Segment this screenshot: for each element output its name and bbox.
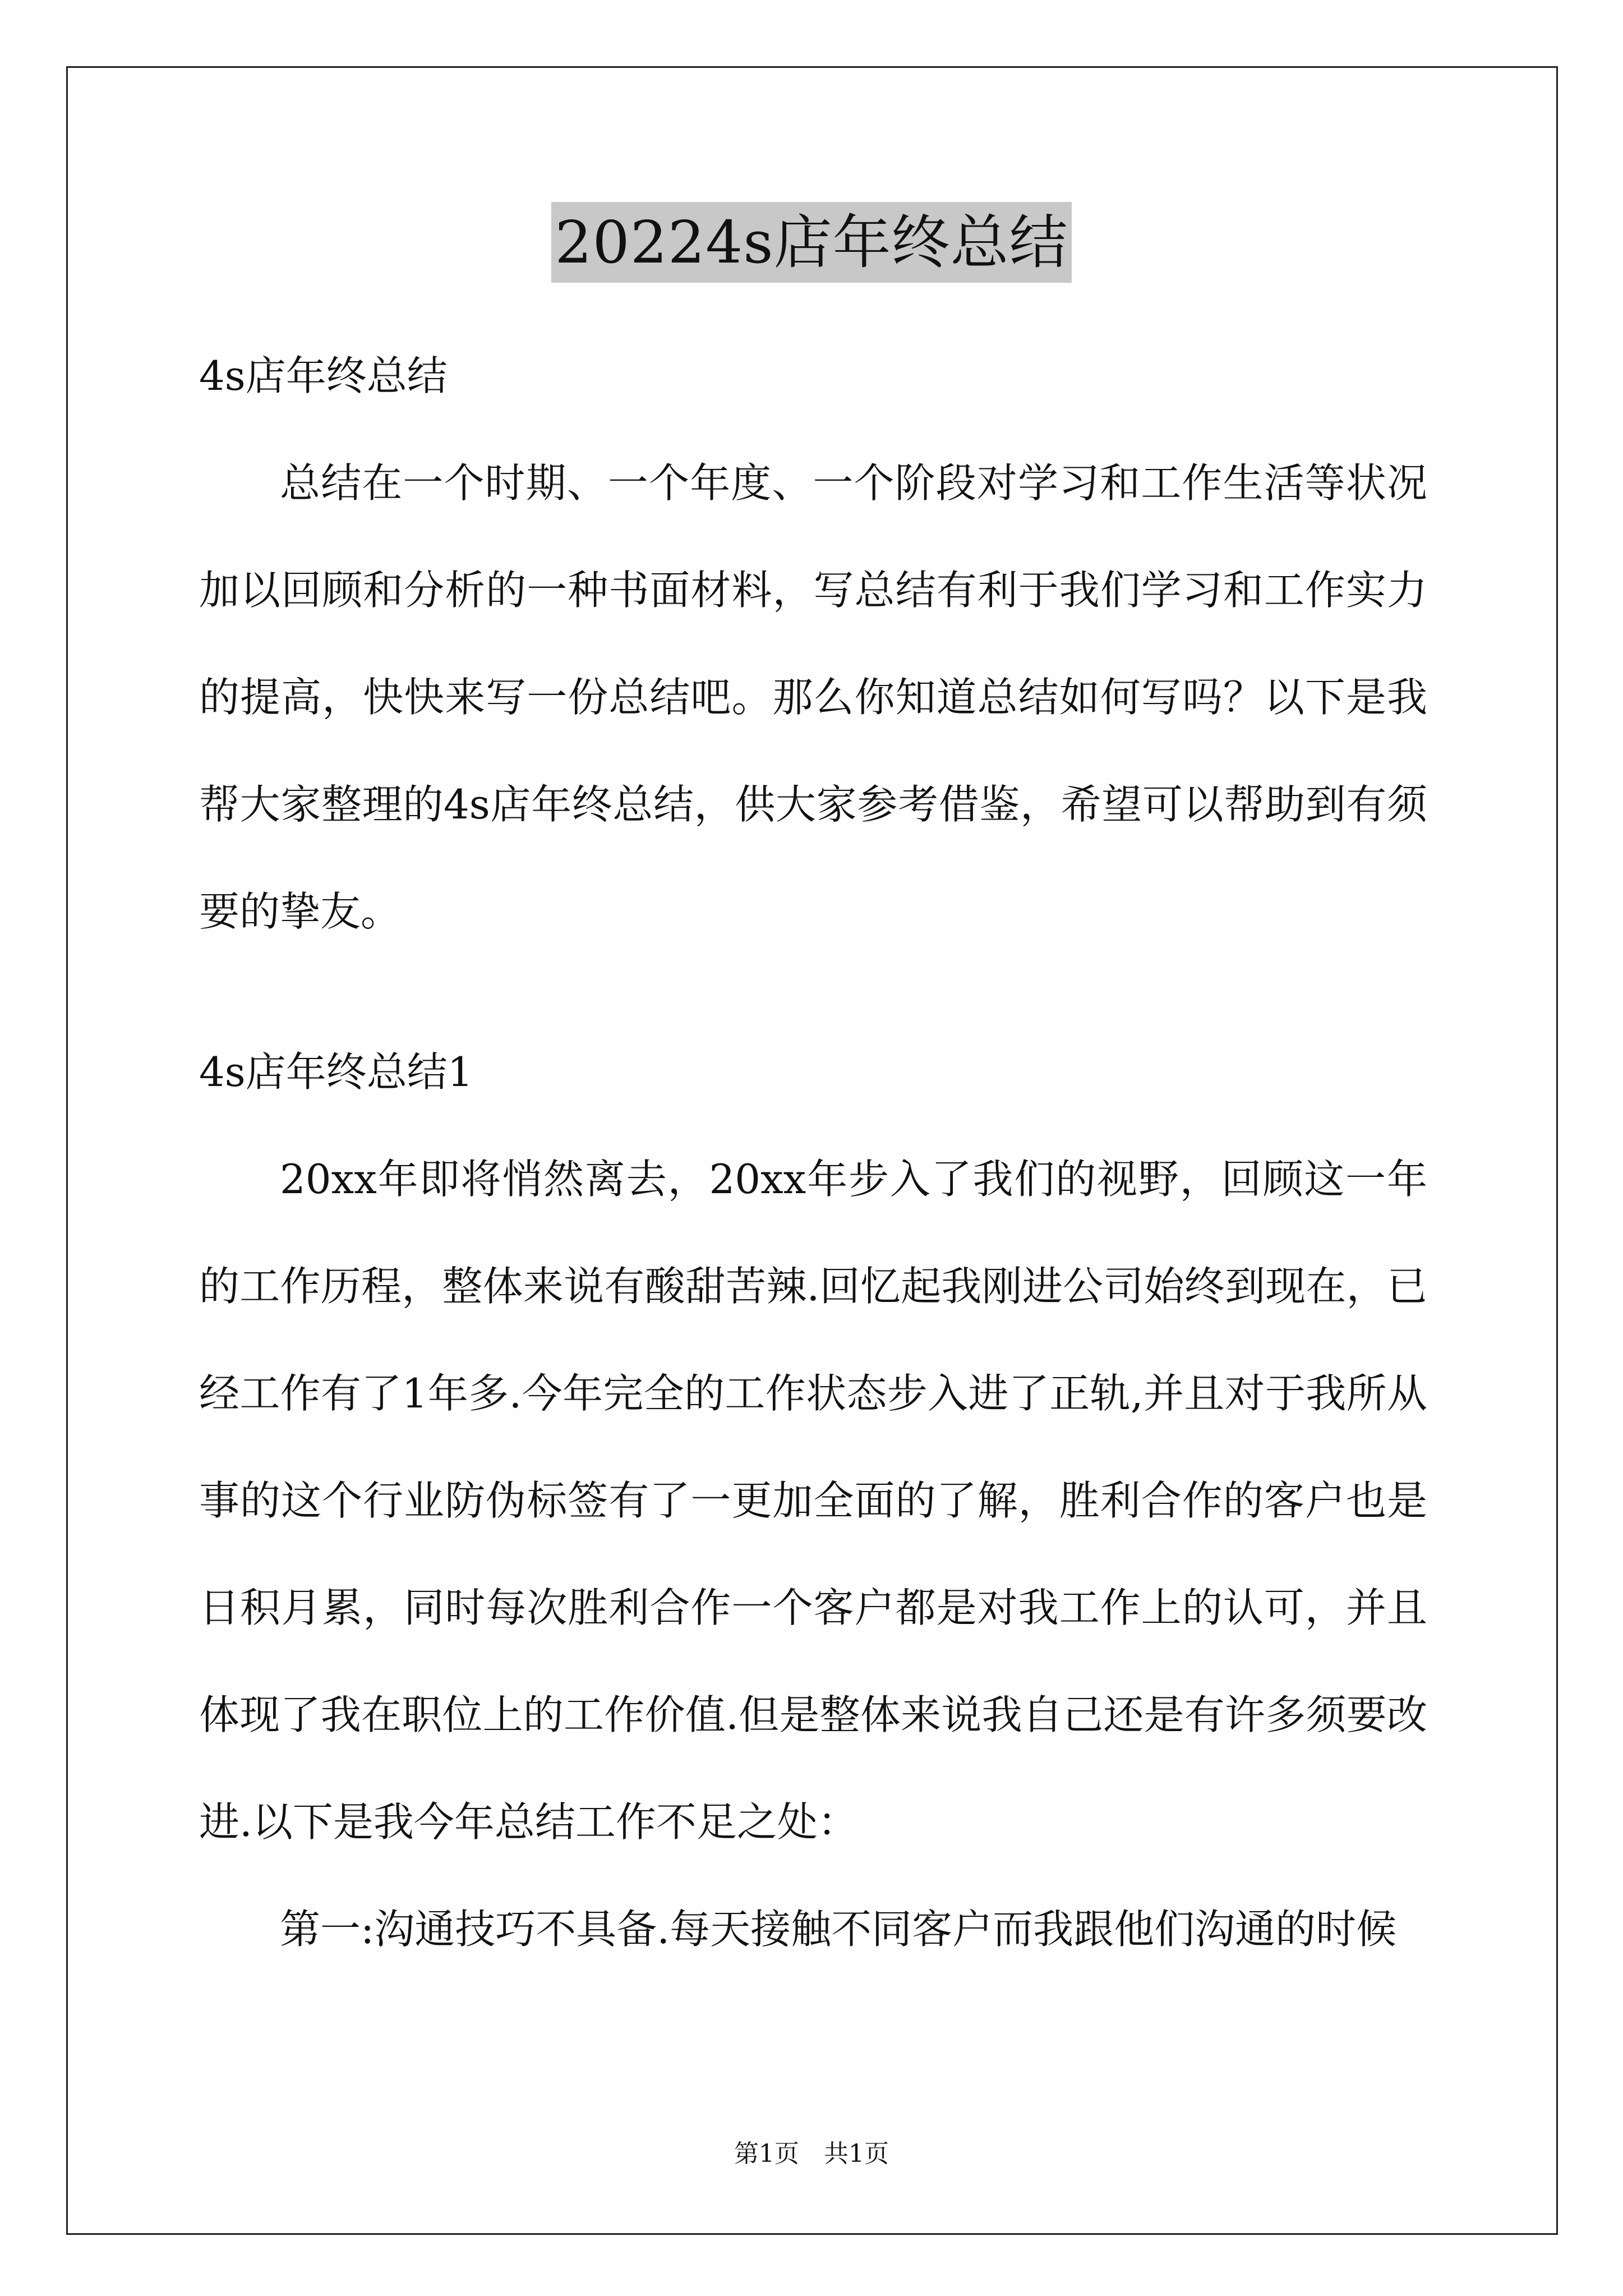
title-container (0, 202, 1623, 283)
body-paragraph-2: 第一:沟通技巧不具备.每天接触不同客户而我跟他们沟通的时候 (280, 1906, 1397, 1953)
subtitle: 4s店年终总结 (199, 352, 448, 399)
section-heading: 4s店年终总结1 (199, 1048, 473, 1096)
intro-paragraph: 总结在一个时期、一个年度、一个阶段对学习和工作生活等状况加以回顾和分析的一种书面材料，写总结有利于我们学习和工作实力的提高，快快来写一份总结吧。那么你知道总结如何写吗？以下是我帮大家整理的4s店年终总结，供大家参考借鉴，希望可以帮助到有须要的挚友。 (199, 459, 1427, 935)
document-title: 20224s店年终总结 (551, 202, 1071, 283)
section-gap (199, 965, 1427, 1019)
page-footer: 第1页 共1页 (734, 2139, 889, 2168)
document-body (199, 323, 1427, 1983)
body-paragraph-1: 20xx年即将悄然离去，20xx年步入了我们的视野，回顾这一年的工作历程，整体来说有酸甜苦辣.回忆起我刚进公司始终到现在，已经工作有了1年多.今年完全的工作状态步入进了正轨,并且对于我所从事的这个行业防伪标签有了一更加全面的了解，胜利合作的客户也是日积月累，同时每次胜利合作一个客户都是对我工作上的认可，并且体现了我在职位上的工作价值.但是整体来说我自己还是有许多须要改进.以下是我今年总结工作不足之处： (199, 1156, 1427, 1846)
